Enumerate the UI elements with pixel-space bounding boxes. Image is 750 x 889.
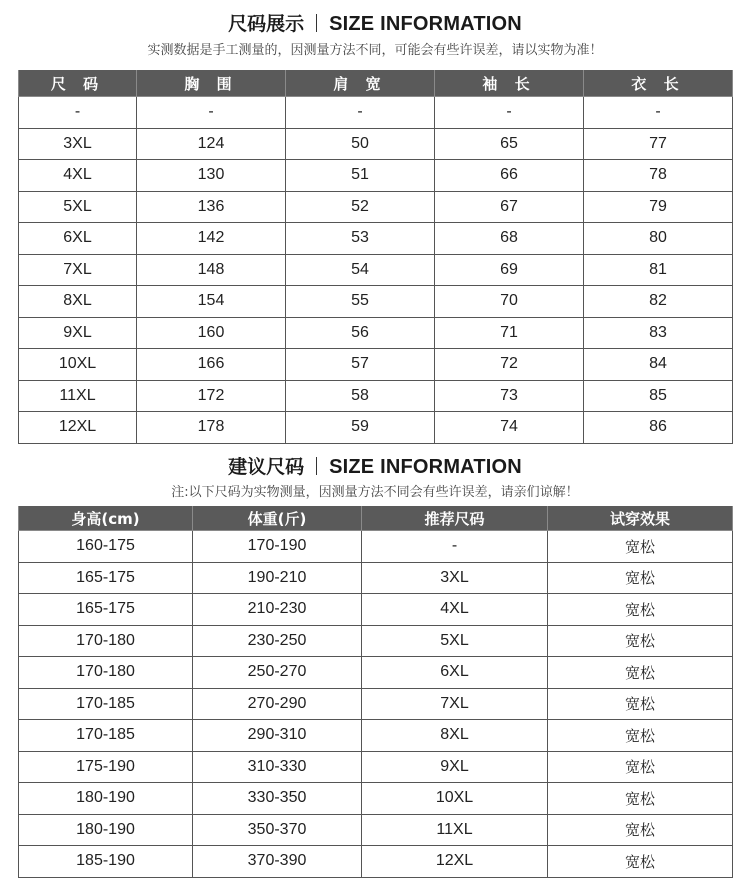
size-cell: - [19,97,137,129]
sleeve-cell: 72 [435,349,584,381]
weight-cell: 230-250 [193,625,362,657]
size-cell: 6XL [19,223,137,255]
recommend-row [19,594,733,626]
size-chart-row [19,223,733,255]
sleeve-header-cell: 袖 长 [435,70,584,97]
fit-cell: 宽松 [548,657,733,689]
fit-cell: 宽松 [548,783,733,815]
recommend-heading [0,452,750,479]
recommend-row [19,657,733,689]
heading-divider [316,14,317,32]
fit-cell: 宽松 [548,594,733,626]
recommended-size-cell: 3XL [362,562,548,594]
recommended-size-cell: - [362,531,548,563]
shoulder-cell: 57 [286,349,435,381]
recommend-row [19,783,733,815]
size-chart-row [19,254,733,286]
weight-cell: 310-330 [193,751,362,783]
chest-cell: 166 [137,349,286,381]
height-cell: 180-190 [19,814,193,846]
size-cell: 4XL [19,160,137,192]
fit-cell: 宽松 [548,846,733,878]
shoulder-cell: 52 [286,191,435,223]
recommend-row [19,751,733,783]
weight-cell: 330-350 [193,783,362,815]
recommended-size-cell: 6XL [362,657,548,689]
recommended-size-cell: 8XL [362,720,548,752]
shoulder-cell: 53 [286,223,435,255]
length-cell: 78 [584,160,733,192]
shoulder-cell: 59 [286,412,435,444]
height-cell: 170-185 [19,720,193,752]
chest-cell: 172 [137,380,286,412]
recommended-size-cell: 11XL [362,814,548,846]
recommend-body [19,531,733,878]
fit-cell: 宽松 [548,720,733,752]
recommend-note: 注:以下尺码为实物测量，因测量方法不同会有些许误差，请亲们谅解！ [171,485,579,500]
size-info-note: 实测数据是手工测量的，因测量方法不同，可能会有些许误差，请以实物为准！ [147,43,603,58]
shoulder-cell: 50 [286,128,435,160]
recommend-title-cn: 建议尺码 [228,456,305,478]
shoulder-cell: 56 [286,317,435,349]
weight-cell: 290-310 [193,720,362,752]
length-cell: 80 [584,223,733,255]
fit-cell: 宽松 [548,751,733,783]
recommend-row [19,562,733,594]
size-header-cell: 尺 码 [19,70,137,97]
size-chart-row [19,97,733,129]
weight-cell: 190-210 [193,562,362,594]
chest-cell: 130 [137,160,286,192]
sleeve-cell: - [435,97,584,129]
weight-cell: 350-370 [193,814,362,846]
fit-cell: 宽松 [548,531,733,563]
size-chart-row [19,286,733,318]
recommend-row [19,846,733,878]
sleeve-cell: 65 [435,128,584,160]
length-cell: 86 [584,412,733,444]
height-cell: 180-190 [19,783,193,815]
chest-cell: 160 [137,317,286,349]
height-cell: 160-175 [19,531,193,563]
size-chart-row [19,380,733,412]
size-cell: 11XL [19,380,137,412]
size-info-title-en: SIZE INFORMATION [329,13,522,35]
height-cell: 165-175 [19,562,193,594]
shoulder-header-cell: 肩 宽 [286,70,435,97]
weight-cell: 370-390 [193,846,362,878]
heading-divider [316,457,317,475]
length-cell: - [584,97,733,129]
weight-cell: 270-290 [193,688,362,720]
size-cell: 9XL [19,317,137,349]
size-chart-row [19,412,733,444]
fit-cell: 宽松 [548,688,733,720]
height-cell: 170-180 [19,625,193,657]
height-cell: 170-180 [19,657,193,689]
weight-cell: 210-230 [193,594,362,626]
height-header-cell: 身高(cm) [19,506,193,531]
size-cell: 3XL [19,128,137,160]
recommended-size-cell: 10XL [362,783,548,815]
length-cell: 77 [584,128,733,160]
size-cell: 10XL [19,349,137,381]
shoulder-cell: - [286,97,435,129]
recommend-row [19,625,733,657]
length-cell: 85 [584,380,733,412]
chest-cell: 142 [137,223,286,255]
chest-cell: 124 [137,128,286,160]
size-cell: 5XL [19,191,137,223]
height-cell: 165-175 [19,594,193,626]
recommend-title-en: SIZE INFORMATION [329,456,522,478]
size-cell: 7XL [19,254,137,286]
sleeve-cell: 67 [435,191,584,223]
chest-cell: - [137,97,286,129]
weight-cell: 170-190 [193,531,362,563]
length-cell: 79 [584,191,733,223]
recommend-row [19,814,733,846]
size-chart-body [19,97,733,444]
size-cell: 8XL [19,286,137,318]
sleeve-cell: 74 [435,412,584,444]
recommended-size-cell: 12XL [362,846,548,878]
length-cell: 81 [584,254,733,286]
size-chart-header-row [19,70,733,97]
recommended-size-cell: 5XL [362,625,548,657]
size-info-title-cn: 尺码展示 [228,13,305,35]
recommended-size-cell: 4XL [362,594,548,626]
height-cell: 175-190 [19,751,193,783]
chest-header-cell: 胸 围 [137,70,286,97]
weight-header-cell: 体重(斤) [193,506,362,531]
recommended-size-cell: 7XL [362,688,548,720]
size-chart-row [19,191,733,223]
height-cell: 170-185 [19,688,193,720]
length-cell: 84 [584,349,733,381]
sleeve-cell: 71 [435,317,584,349]
shoulder-cell: 55 [286,286,435,318]
shoulder-cell: 54 [286,254,435,286]
recommend-row [19,688,733,720]
size-cell: 12XL [19,412,137,444]
shoulder-cell: 51 [286,160,435,192]
chest-cell: 178 [137,412,286,444]
recommend-row [19,531,733,563]
recommend-header-row [19,506,733,531]
size-chart-row [19,160,733,192]
length-cell: 83 [584,317,733,349]
recommend-table [18,506,733,878]
shoulder-cell: 58 [286,380,435,412]
sleeve-cell: 68 [435,223,584,255]
fit-header-cell: 试穿效果 [548,506,733,531]
sleeve-cell: 69 [435,254,584,286]
size-chart-row [19,128,733,160]
fit-cell: 宽松 [548,814,733,846]
length-cell: 82 [584,286,733,318]
recommended-size-header-cell: 推荐尺码 [362,506,548,531]
size-chart-row [19,317,733,349]
chest-cell: 136 [137,191,286,223]
weight-cell: 250-270 [193,657,362,689]
sleeve-cell: 70 [435,286,584,318]
chest-cell: 148 [137,254,286,286]
size-chart-table [18,70,733,444]
chest-cell: 154 [137,286,286,318]
height-cell: 185-190 [19,846,193,878]
size-info-heading [0,9,750,36]
fit-cell: 宽松 [548,562,733,594]
sleeve-cell: 66 [435,160,584,192]
fit-cell: 宽松 [548,625,733,657]
length-header-cell: 衣 长 [584,70,733,97]
size-chart-row [19,349,733,381]
sleeve-cell: 73 [435,380,584,412]
recommended-size-cell: 9XL [362,751,548,783]
recommend-row [19,720,733,752]
